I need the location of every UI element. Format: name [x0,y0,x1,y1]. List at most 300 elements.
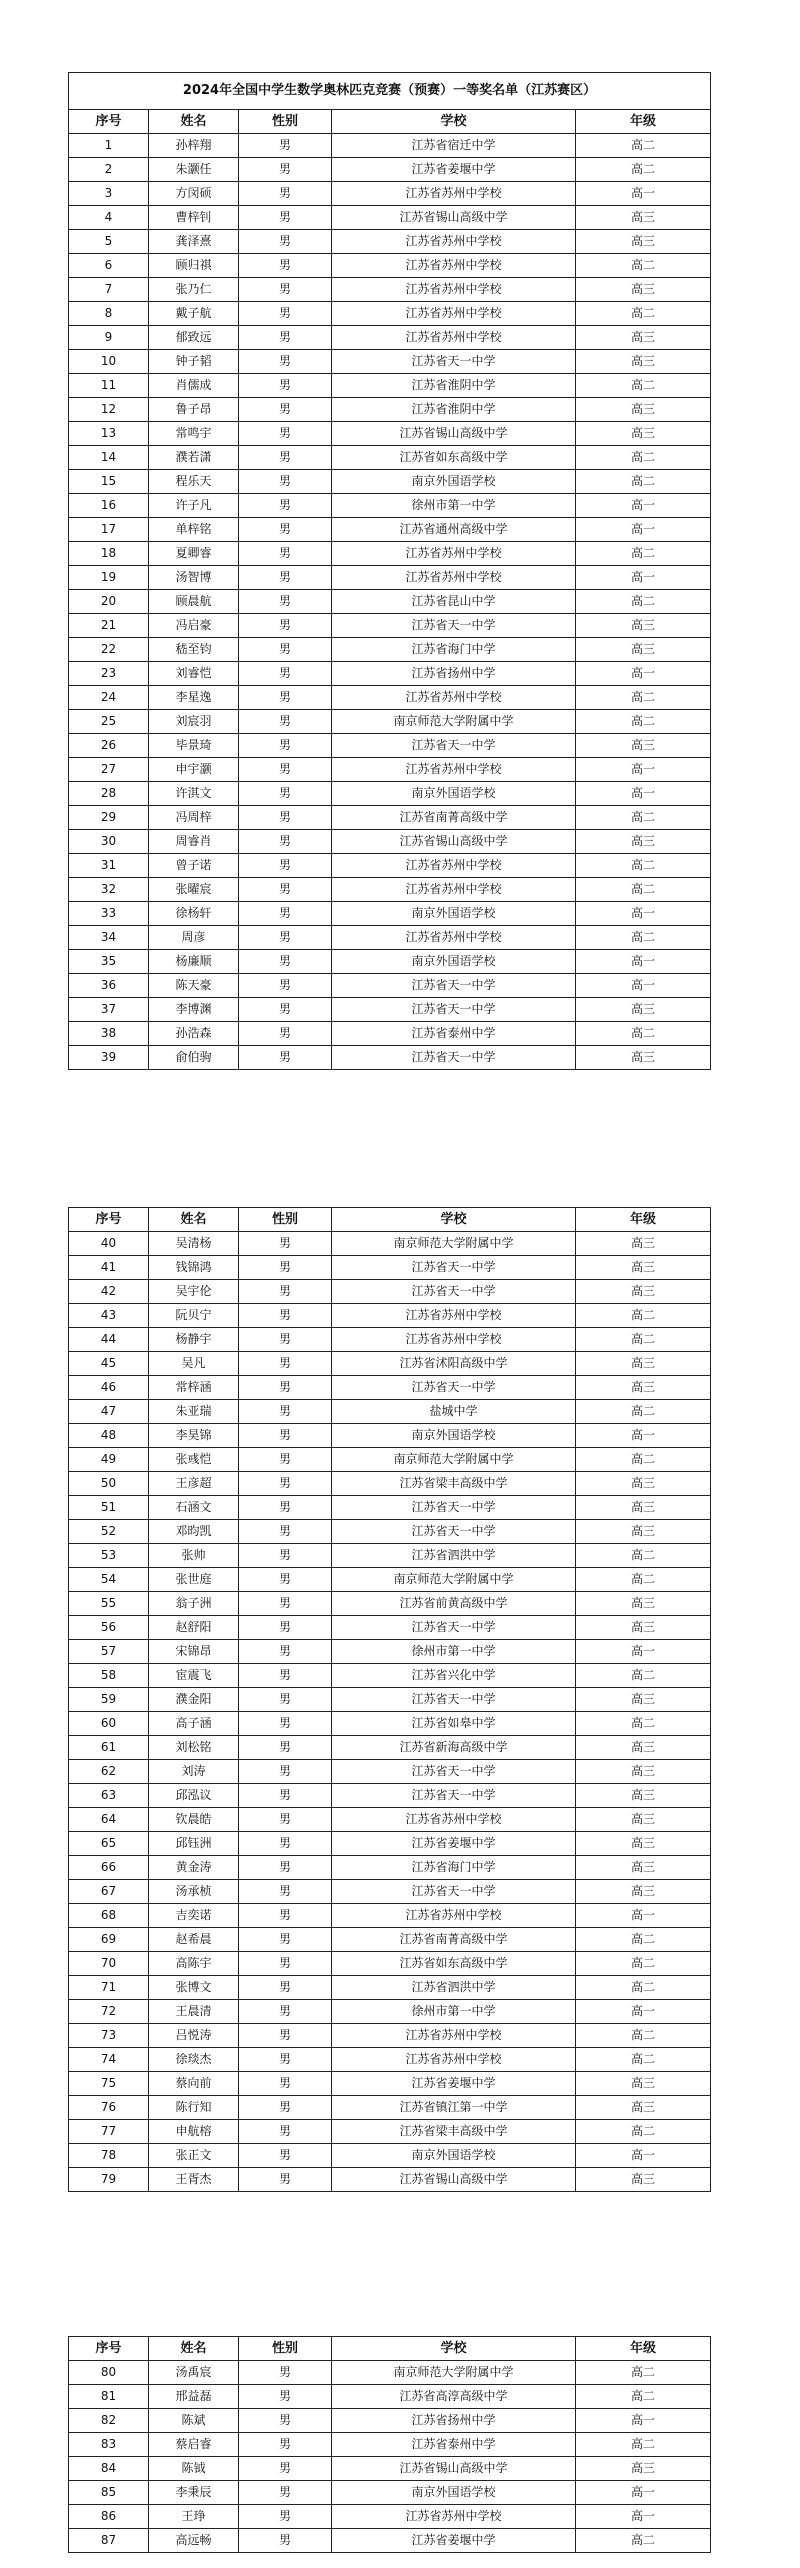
cell-school: 江苏省苏州中学校 [332,326,576,350]
cell-grade: 高三 [576,1832,711,1856]
cell-school: 江苏省天一中学 [332,1376,576,1400]
cell-name: 张彧恺 [149,1448,239,1472]
col-header-grade: 年级 [576,1208,711,1232]
cell-name: 汤智博 [149,566,239,590]
table-row [69,1736,711,1760]
cell-name: 夏卿睿 [149,542,239,566]
cell-name: 黄金涛 [149,1856,239,1880]
cell-grade: 高二 [576,2024,711,2048]
table-row [69,926,711,950]
cell-gender: 男 [239,254,332,278]
cell-grade: 高二 [576,2385,711,2409]
cell-gender: 男 [239,950,332,974]
cell-school: 江苏省苏州中学校 [332,182,576,206]
cell-name: 毕景琦 [149,734,239,758]
table-row [69,1592,711,1616]
cell-school: 江苏省天一中学 [332,1280,576,1304]
cell-number: 75 [69,2072,149,2096]
cell-school: 江苏省苏州中学校 [332,854,576,878]
cell-gender: 男 [239,614,332,638]
cell-gender: 男 [239,350,332,374]
cell-grade: 高一 [576,1424,711,1448]
table-row [69,494,711,518]
cell-number: 65 [69,1832,149,1856]
table-row [69,1448,711,1472]
cell-name: 张帅 [149,1544,239,1568]
cell-school: 江苏省南菁高级中学 [332,1928,576,1952]
cell-school: 江苏省苏州中学校 [332,2048,576,2072]
col-header-school: 学校 [332,110,576,134]
table-row [69,398,711,422]
table-row [69,2072,711,2096]
cell-number: 5 [69,230,149,254]
table-row [69,230,711,254]
table-row [69,278,711,302]
cell-name: 徐琰杰 [149,2048,239,2072]
cell-grade: 高二 [576,1544,711,1568]
cell-grade: 高二 [576,1328,711,1352]
cell-grade: 高三 [576,1688,711,1712]
cell-name: 刘涛 [149,1760,239,1784]
cell-grade: 高一 [576,518,711,542]
cell-number: 84 [69,2457,149,2481]
cell-number: 44 [69,1328,149,1352]
table-row [69,1400,711,1424]
cell-gender: 男 [239,2144,332,2168]
cell-school: 江苏省苏州中学校 [332,302,576,326]
cell-gender: 男 [239,398,332,422]
cell-grade: 高三 [576,830,711,854]
cell-gender: 男 [239,1520,332,1544]
cell-number: 72 [69,2000,149,2024]
cell-gender: 男 [239,662,332,686]
cell-school: 徐州市第一中学 [332,2000,576,2024]
cell-gender: 男 [239,1592,332,1616]
cell-gender: 男 [239,1952,332,1976]
table-row [69,1022,711,1046]
cell-school: 江苏省天一中学 [332,974,576,998]
cell-gender: 男 [239,854,332,878]
cell-gender: 男 [239,2048,332,2072]
cell-gender: 男 [239,974,332,998]
cell-number: 60 [69,1712,149,1736]
cell-number: 35 [69,950,149,974]
table-row [69,2529,711,2553]
cell-gender: 男 [239,1808,332,1832]
cell-name: 陈钺 [149,2457,239,2481]
cell-school: 江苏省苏州中学校 [332,926,576,950]
cell-number: 32 [69,878,149,902]
cell-name: 宋锦昂 [149,1640,239,1664]
table-row [69,2433,711,2457]
cell-school: 江苏省锡山高级中学 [332,206,576,230]
cell-grade: 高二 [576,134,711,158]
cell-name: 顾归祺 [149,254,239,278]
cell-grade: 高三 [576,638,711,662]
cell-number: 18 [69,542,149,566]
cell-grade: 高二 [576,2529,711,2553]
col-header-gender: 性别 [239,1208,332,1232]
cell-school: 南京外国语学校 [332,470,576,494]
cell-number: 86 [69,2505,149,2529]
cell-grade: 高二 [576,854,711,878]
table-row [69,518,711,542]
cell-school: 江苏省姜堰中学 [332,2529,576,2553]
cell-number: 48 [69,1424,149,1448]
table-row [69,1952,711,1976]
cell-number: 56 [69,1616,149,1640]
cell-grade: 高一 [576,1904,711,1928]
table-row [69,1328,711,1352]
cell-number: 61 [69,1736,149,1760]
table-row [69,374,711,398]
cell-name: 王晨清 [149,2000,239,2024]
table-row [69,758,711,782]
table-row [69,2481,711,2505]
cell-name: 吴宇伦 [149,1280,239,1304]
cell-name: 刘睿恺 [149,662,239,686]
cell-number: 53 [69,1544,149,1568]
cell-school: 江苏省淮阴中学 [332,374,576,398]
cell-name: 周彦 [149,926,239,950]
cell-grade: 高一 [576,2409,711,2433]
cell-number: 26 [69,734,149,758]
cell-gender: 男 [239,2457,332,2481]
cell-school: 江苏省锡山高级中学 [332,2457,576,2481]
cell-name: 杨静宇 [149,1328,239,1352]
cell-grade: 高一 [576,2000,711,2024]
header-row [69,110,711,134]
table-row [69,134,711,158]
cell-grade: 高二 [576,710,711,734]
table-row [69,2457,711,2481]
cell-name: 王胥杰 [149,2168,239,2192]
cell-grade: 高三 [576,2096,711,2120]
table-row [69,1640,711,1664]
cell-grade: 高三 [576,422,711,446]
col-header-name: 姓名 [149,2337,239,2361]
cell-grade: 高二 [576,2361,711,2385]
cell-name: 阮贝宁 [149,1304,239,1328]
col-header-number: 序号 [69,1208,149,1232]
cell-number: 43 [69,1304,149,1328]
cell-gender: 男 [239,302,332,326]
cell-number: 62 [69,1760,149,1784]
table-row [69,422,711,446]
cell-school: 江苏省宿迁中学 [332,134,576,158]
cell-number: 71 [69,1976,149,2000]
cell-gender: 男 [239,1664,332,1688]
table-row [69,158,711,182]
cell-name: 杨廉顺 [149,950,239,974]
cell-grade: 高二 [576,686,711,710]
cell-number: 83 [69,2433,149,2457]
cell-number: 87 [69,2529,149,2553]
cell-gender: 男 [239,566,332,590]
table-row [69,1568,711,1592]
cell-school: 盐城中学 [332,1400,576,1424]
cell-school: 江苏省如皋中学 [332,1712,576,1736]
cell-number: 74 [69,2048,149,2072]
cell-name: 邢益磊 [149,2385,239,2409]
cell-name: 刘松铭 [149,1736,239,1760]
cell-name: 濮金阳 [149,1688,239,1712]
table-row [69,2048,711,2072]
col-header-grade: 年级 [576,2337,711,2361]
cell-grade: 高二 [576,1928,711,1952]
col-header-school: 学校 [332,2337,576,2361]
cell-grade: 高二 [576,1664,711,1688]
table-row [69,1424,711,1448]
cell-gender: 男 [239,2481,332,2505]
cell-name: 龚泽熹 [149,230,239,254]
table-row [69,590,711,614]
cell-name: 方闵硕 [149,182,239,206]
cell-gender: 男 [239,1496,332,1520]
cell-name: 刘宸羽 [149,710,239,734]
table-row [69,2024,711,2048]
cell-name: 李昊锦 [149,1424,239,1448]
cell-school: 江苏省姜堰中学 [332,158,576,182]
cell-grade: 高一 [576,2481,711,2505]
cell-name: 蔡启睿 [149,2433,239,2457]
cell-number: 19 [69,566,149,590]
cell-grade: 高二 [576,1976,711,2000]
cell-number: 42 [69,1280,149,1304]
cell-name: 冯启豪 [149,614,239,638]
cell-number: 3 [69,182,149,206]
cell-name: 李秉辰 [149,2481,239,2505]
cell-grade: 高三 [576,2457,711,2481]
col-header-name: 姓名 [149,1208,239,1232]
cell-gender: 男 [239,158,332,182]
cell-gender: 男 [239,326,332,350]
cell-name: 吴清杨 [149,1232,239,1256]
cell-name: 邱泓议 [149,1784,239,1808]
table-row [69,566,711,590]
cell-number: 69 [69,1928,149,1952]
cell-name: 孙浩森 [149,1022,239,1046]
cell-number: 34 [69,926,149,950]
header-row [69,1208,711,1232]
cell-gender: 男 [239,2529,332,2553]
cell-school: 江苏省苏州中学校 [332,230,576,254]
table-row [69,1832,711,1856]
cell-name: 朱亚瑞 [149,1400,239,1424]
cell-school: 江苏省南菁高级中学 [332,806,576,830]
table-row [69,806,711,830]
cell-grade: 高二 [576,1304,711,1328]
cell-name: 单梓铭 [149,518,239,542]
cell-name: 张博文 [149,1976,239,2000]
cell-name: 高远畅 [149,2529,239,2553]
cell-gender: 男 [239,1328,332,1352]
table-row [69,2409,711,2433]
table-row [69,1256,711,1280]
cell-gender: 男 [239,1472,332,1496]
table-row [69,830,711,854]
cell-gender: 男 [239,2096,332,2120]
cell-name: 邓昀凯 [149,1520,239,1544]
cell-grade: 高二 [576,926,711,950]
cell-school: 江苏省兴化中学 [332,1664,576,1688]
table-row [69,950,711,974]
table-row [69,710,711,734]
cell-school: 江苏省苏州中学校 [332,1304,576,1328]
cell-name: 濮若潇 [149,446,239,470]
cell-grade: 高二 [576,158,711,182]
table-row [69,1856,711,1880]
cell-grade: 高三 [576,1256,711,1280]
cell-gender: 男 [239,2168,332,2192]
cell-number: 15 [69,470,149,494]
cell-number: 25 [69,710,149,734]
cell-number: 16 [69,494,149,518]
cell-school: 江苏省前黄高级中学 [332,1592,576,1616]
cell-gender: 男 [239,2409,332,2433]
cell-school: 南京外国语学校 [332,950,576,974]
cell-grade: 高一 [576,974,711,998]
table-row [69,1304,711,1328]
cell-gender: 男 [239,1688,332,1712]
table-row [69,1496,711,1520]
cell-grade: 高二 [576,2433,711,2457]
cell-name: 张乃仁 [149,278,239,302]
cell-grade: 高一 [576,662,711,686]
cell-gender: 男 [239,926,332,950]
table-row [69,302,711,326]
cell-name: 钟子韬 [149,350,239,374]
cell-grade: 高二 [576,1400,711,1424]
cell-gender: 男 [239,1256,332,1280]
cell-grade: 高二 [576,806,711,830]
cell-gender: 男 [239,638,332,662]
cell-grade: 高一 [576,182,711,206]
cell-number: 76 [69,2096,149,2120]
cell-name: 蔡向前 [149,2072,239,2096]
cell-school: 徐州市第一中学 [332,494,576,518]
table-row [69,2120,711,2144]
cell-number: 49 [69,1448,149,1472]
cell-grade: 高三 [576,1232,711,1256]
cell-number: 58 [69,1664,149,1688]
cell-gender: 男 [239,1976,332,2000]
table-row [69,662,711,686]
cell-gender: 男 [239,494,332,518]
cell-name: 曹梓钊 [149,206,239,230]
cell-school: 江苏省姜堰中学 [332,2072,576,2096]
table-row [69,998,711,1022]
cell-school: 江苏省泗洪中学 [332,1976,576,2000]
cell-gender: 男 [239,1904,332,1928]
table-row [69,686,711,710]
col-header-number: 序号 [69,2337,149,2361]
cell-number: 54 [69,1568,149,1592]
table-title: 2024年全国中学生数学奥林匹克竞赛（预赛）一等奖名单（江苏赛区） [69,73,711,110]
cell-school: 江苏省苏州中学校 [332,878,576,902]
table-row [69,1760,711,1784]
cell-number: 2 [69,158,149,182]
cell-number: 45 [69,1352,149,1376]
cell-school: 江苏省天一中学 [332,998,576,1022]
cell-grade: 高一 [576,1640,711,1664]
cell-number: 27 [69,758,149,782]
cell-school: 南京外国语学校 [332,2144,576,2168]
cell-school: 南京师范大学附属中学 [332,1568,576,1592]
cell-gender: 男 [239,1304,332,1328]
cell-school: 江苏省苏州中学校 [332,2024,576,2048]
cell-school: 江苏省天一中学 [332,614,576,638]
cell-gender: 男 [239,878,332,902]
table-row [69,1544,711,1568]
cell-school: 江苏省梁丰高级中学 [332,1472,576,1496]
cell-grade: 高三 [576,326,711,350]
cell-number: 14 [69,446,149,470]
cell-name: 张世庭 [149,1568,239,1592]
cell-number: 17 [69,518,149,542]
cell-number: 59 [69,1688,149,1712]
cell-number: 7 [69,278,149,302]
table-row [69,1472,711,1496]
cell-name: 吴凡 [149,1352,239,1376]
table-row [69,1928,711,1952]
cell-school: 江苏省天一中学 [332,1688,576,1712]
cell-school: 江苏省苏州中学校 [332,758,576,782]
cell-grade: 高三 [576,1760,711,1784]
cell-gender: 男 [239,1376,332,1400]
table-row [69,1232,711,1256]
cell-grade: 高三 [576,1808,711,1832]
cell-number: 39 [69,1046,149,1070]
cell-school: 江苏省海门中学 [332,638,576,662]
col-header-gender: 性别 [239,2337,332,2361]
title-row [69,73,711,110]
cell-number: 22 [69,638,149,662]
cell-name: 许淇文 [149,782,239,806]
cell-number: 82 [69,2409,149,2433]
table-row [69,734,711,758]
table-row [69,902,711,926]
cell-grade: 高二 [576,1952,711,1976]
cell-school: 江苏省锡山高级中学 [332,2168,576,2192]
cell-number: 38 [69,1022,149,1046]
cell-grade: 高二 [576,2048,711,2072]
col-header-number: 序号 [69,110,149,134]
cell-gender: 男 [239,518,332,542]
cell-school: 南京师范大学附属中学 [332,710,576,734]
cell-gender: 男 [239,2000,332,2024]
cell-school: 江苏省扬州中学 [332,662,576,686]
cell-school: 江苏省天一中学 [332,1760,576,1784]
cell-name: 赵舒阳 [149,1616,239,1640]
col-header-school: 学校 [332,1208,576,1232]
cell-number: 55 [69,1592,149,1616]
cell-grade: 高三 [576,1472,711,1496]
cell-name: 李博渊 [149,998,239,1022]
cell-gender: 男 [239,374,332,398]
cell-number: 46 [69,1376,149,1400]
cell-grade: 高一 [576,950,711,974]
award-table-3 [68,2336,711,2553]
cell-name: 吉奕诺 [149,1904,239,1928]
cell-gender: 男 [239,2385,332,2409]
cell-grade: 高二 [576,542,711,566]
cell-gender: 男 [239,134,332,158]
cell-number: 81 [69,2385,149,2409]
cell-school: 南京师范大学附属中学 [332,2361,576,2385]
cell-grade: 高一 [576,758,711,782]
cell-number: 31 [69,854,149,878]
